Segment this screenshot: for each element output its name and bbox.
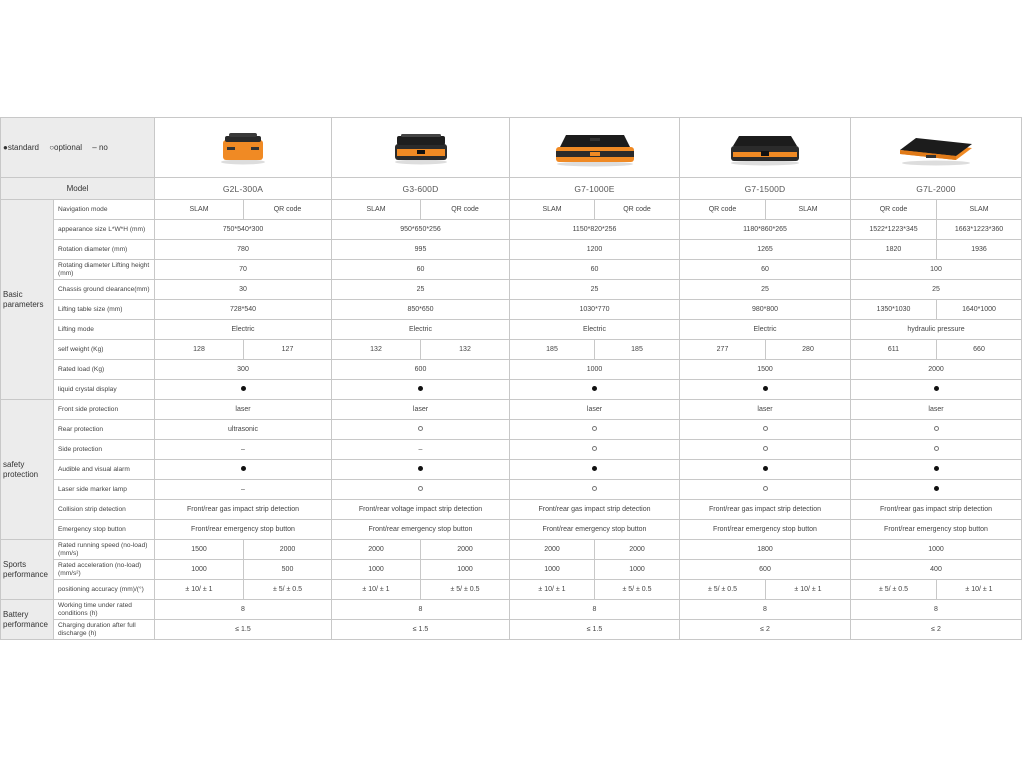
optional-icon — [680, 440, 851, 460]
g7-1500d-image-cell — [680, 118, 851, 178]
g7-1500d-robot-image — [725, 130, 805, 166]
table-cell: ± 10/ ± 1 — [937, 580, 1022, 600]
table-cell: SLAM — [766, 200, 851, 220]
table-cell: laser — [155, 400, 332, 420]
category-basic: Basic parameters — [1, 200, 54, 400]
g2l-300a-image-cell — [155, 118, 332, 178]
legend-no: – no — [92, 142, 108, 152]
table-cell: 280 — [766, 340, 851, 360]
model-name: G7-1500D — [680, 178, 851, 200]
table-cell: 1000 — [510, 360, 680, 380]
model-label: Model — [1, 178, 155, 200]
g7l-2000-robot-image — [896, 130, 976, 166]
table-cell: 1150*820*256 — [510, 220, 680, 240]
param-label: Rotation diameter (mm) — [54, 240, 155, 260]
table-cell: 300 — [155, 360, 332, 380]
param-label: Front side protection — [54, 400, 155, 420]
table-row — [1, 620, 1022, 640]
param-label: Rear protection — [54, 420, 155, 440]
table-cell: 1000 — [421, 560, 510, 580]
param-label: self weight (Kg) — [54, 340, 155, 360]
table-cell: QR code — [680, 200, 766, 220]
table-row — [1, 220, 1022, 240]
table-row — [1, 300, 1022, 320]
table-cell: QR code — [595, 200, 680, 220]
table-cell: Electric — [332, 320, 510, 340]
table-row — [1, 500, 1022, 520]
table-cell: 8 — [510, 600, 680, 620]
table-cell: hydraulic pressure — [851, 320, 1022, 340]
table-cell: ± 5/ ± 0.5 — [421, 580, 510, 600]
model-row — [1, 178, 1022, 200]
table-cell: Front/rear emergency stop button — [851, 520, 1022, 540]
standard-icon — [851, 380, 1022, 400]
table-cell: 2000 — [332, 540, 421, 560]
table-row — [1, 320, 1022, 340]
table-row — [1, 540, 1022, 560]
table-cell: 1000 — [595, 560, 680, 580]
standard-icon — [680, 460, 851, 480]
table-cell: SLAM — [510, 200, 595, 220]
table-row — [1, 560, 1022, 580]
table-cell: Front/rear gas impact strip detection — [851, 500, 1022, 520]
optional-icon — [680, 420, 851, 440]
param-label: Lifting table size (mm) — [54, 300, 155, 320]
param-label: liquid crystal display — [54, 380, 155, 400]
table-row — [1, 260, 1022, 280]
table-cell: ± 10/ ± 1 — [155, 580, 244, 600]
table-cell: 500 — [244, 560, 332, 580]
param-label: Lifting mode — [54, 320, 155, 340]
table-cell: 70 — [155, 260, 332, 280]
optional-icon — [332, 480, 510, 500]
table-cell: 1000 — [510, 560, 595, 580]
table-cell: 1936 — [937, 240, 1022, 260]
table-cell: Front/rear gas impact strip detection — [680, 500, 851, 520]
param-label: appearance size L*W*H (mm) — [54, 220, 155, 240]
standard-icon — [332, 460, 510, 480]
table-cell: 8 — [851, 600, 1022, 620]
param-label: Audible and visual alarm — [54, 460, 155, 480]
table-cell: 25 — [851, 280, 1022, 300]
category-sports: Sports performance — [1, 540, 54, 600]
table-cell: 100 — [851, 260, 1022, 280]
spec-table — [0, 117, 1022, 640]
param-label: Emergency stop button — [54, 520, 155, 540]
table-cell: 950*650*256 — [332, 220, 510, 240]
table-cell: 660 — [937, 340, 1022, 360]
param-label: Side protection — [54, 440, 155, 460]
table-cell: 8 — [155, 600, 332, 620]
table-cell: 185 — [510, 340, 595, 360]
table-cell: ≤ 2 — [851, 620, 1022, 640]
table-cell: 1800 — [680, 540, 851, 560]
table-cell: laser — [510, 400, 680, 420]
category-safety: safety protection — [1, 400, 54, 540]
optional-icon — [510, 420, 680, 440]
table-cell: 1030*770 — [510, 300, 680, 320]
param-label: positioning accuracy (mm)/(°) — [54, 580, 155, 600]
param-label: Navigation mode — [54, 200, 155, 220]
table-cell: 277 — [680, 340, 766, 360]
table-cell: – — [155, 440, 332, 460]
table-cell: 850*650 — [332, 300, 510, 320]
param-label: Charging duration after full discharge (h) — [54, 620, 155, 640]
table-cell: – — [332, 440, 510, 460]
table-cell: Electric — [510, 320, 680, 340]
table-cell: Front/rear gas impact strip detection — [510, 500, 680, 520]
table-cell: QR code — [421, 200, 510, 220]
table-cell: Front/rear voltage impact strip detection — [332, 500, 510, 520]
standard-icon — [680, 380, 851, 400]
g7l-2000-image-cell — [851, 118, 1022, 178]
g2l-300a-robot-image — [215, 131, 271, 165]
table-cell: 2000 — [421, 540, 510, 560]
spec-sheet — [0, 117, 1022, 640]
table-cell: 127 — [244, 340, 332, 360]
table-row — [1, 340, 1022, 360]
g3-600d-robot-image — [389, 131, 453, 165]
table-cell: laser — [851, 400, 1022, 420]
g3-600d-image-cell — [332, 118, 510, 178]
table-cell: 1640*1000 — [937, 300, 1022, 320]
table-cell: 611 — [851, 340, 937, 360]
table-cell: 30 — [155, 280, 332, 300]
param-label: Chassis ground clearance(mm) — [54, 280, 155, 300]
table-cell: ≤ 2 — [680, 620, 851, 640]
table-cell: Front/rear gas impact strip detection — [155, 500, 332, 520]
standard-icon — [510, 460, 680, 480]
standard-icon — [510, 380, 680, 400]
table-cell: laser — [680, 400, 851, 420]
optional-icon — [680, 480, 851, 500]
table-cell: 750*540*300 — [155, 220, 332, 240]
legend-standard: ●standard — [3, 142, 39, 152]
table-cell: 1522*1223*345 — [851, 220, 937, 240]
table-cell: 60 — [332, 260, 510, 280]
table-row — [1, 280, 1022, 300]
table-cell: 1000 — [332, 560, 421, 580]
table-cell: Electric — [155, 320, 332, 340]
table-cell: 185 — [595, 340, 680, 360]
table-cell: Front/rear emergency stop button — [510, 520, 680, 540]
table-cell: 1000 — [155, 560, 244, 580]
table-cell: 1820 — [851, 240, 937, 260]
table-cell: 600 — [332, 360, 510, 380]
table-row — [1, 480, 1022, 500]
table-row — [1, 200, 1022, 220]
table-cell: ± 10/ ± 1 — [766, 580, 851, 600]
optional-icon — [510, 440, 680, 460]
table-cell: 780 — [155, 240, 332, 260]
table-cell: 1500 — [155, 540, 244, 560]
param-label: Rotating diameter Lifting height (mm) — [54, 260, 155, 280]
table-cell: 1200 — [510, 240, 680, 260]
table-row — [1, 400, 1022, 420]
legend-optional: ○optional — [49, 142, 83, 152]
table-cell: 60 — [680, 260, 851, 280]
table-cell: ± 10/ ± 1 — [332, 580, 421, 600]
table-row — [1, 460, 1022, 480]
standard-icon — [155, 380, 332, 400]
optional-icon — [851, 440, 1022, 460]
param-label: Rated running speed (no-load) (mm/s) — [54, 540, 155, 560]
category-battery: Battery performance — [1, 600, 54, 640]
image-row — [1, 118, 1022, 178]
table-cell: 1180*860*265 — [680, 220, 851, 240]
param-label: Collision strip detection — [54, 500, 155, 520]
table-row — [1, 380, 1022, 400]
optional-icon — [510, 480, 680, 500]
param-label: Rated acceleration (no-load) (mm/s²) — [54, 560, 155, 580]
table-cell: ≤ 1.5 — [155, 620, 332, 640]
table-cell: Front/rear emergency stop button — [155, 520, 332, 540]
param-label: Working time under rated conditions (h) — [54, 600, 155, 620]
table-cell: ≤ 1.5 — [332, 620, 510, 640]
model-name: G7L-2000 — [851, 178, 1022, 200]
table-row — [1, 360, 1022, 380]
table-row — [1, 600, 1022, 620]
g7-1000e-image-cell — [510, 118, 680, 178]
table-cell: SLAM — [155, 200, 244, 220]
table-cell: SLAM — [937, 200, 1022, 220]
table-cell: 25 — [510, 280, 680, 300]
table-cell: 2000 — [595, 540, 680, 560]
standard-icon — [155, 460, 332, 480]
table-row — [1, 440, 1022, 460]
table-cell: Electric — [680, 320, 851, 340]
table-cell: ± 10/ ± 1 — [510, 580, 595, 600]
param-label: Laser side marker lamp — [54, 480, 155, 500]
table-row — [1, 520, 1022, 540]
table-cell: 980*800 — [680, 300, 851, 320]
table-cell: QR code — [244, 200, 332, 220]
table-cell: QR code — [851, 200, 937, 220]
table-row — [1, 580, 1022, 600]
table-cell: Front/rear emergency stop button — [332, 520, 510, 540]
table-cell: 1265 — [680, 240, 851, 260]
table-cell: ± 5/ ± 0.5 — [595, 580, 680, 600]
legend-cell — [1, 118, 155, 178]
table-cell: 8 — [680, 600, 851, 620]
table-cell: 400 — [851, 560, 1022, 580]
table-row — [1, 240, 1022, 260]
table-cell: 25 — [680, 280, 851, 300]
table-cell: 1500 — [680, 360, 851, 380]
table-cell: SLAM — [332, 200, 421, 220]
g7-1000e-robot-image — [550, 129, 640, 167]
table-cell: 600 — [680, 560, 851, 580]
table-cell: 995 — [332, 240, 510, 260]
standard-icon — [851, 480, 1022, 500]
table-cell: ultrasonic — [155, 420, 332, 440]
optional-icon — [851, 420, 1022, 440]
table-cell: 1663*1223*360 — [937, 220, 1022, 240]
table-cell: 2000 — [851, 360, 1022, 380]
table-cell: 2000 — [244, 540, 332, 560]
table-cell: ± 5/ ± 0.5 — [244, 580, 332, 600]
table-cell: 60 — [510, 260, 680, 280]
table-cell: 25 — [332, 280, 510, 300]
model-name: G3-600D — [332, 178, 510, 200]
table-cell: 1000 — [851, 540, 1022, 560]
standard-icon — [332, 380, 510, 400]
table-cell: ± 5/ ± 0.5 — [680, 580, 766, 600]
table-cell: 8 — [332, 600, 510, 620]
table-cell: ≤ 1.5 — [510, 620, 680, 640]
model-name: G2L-300A — [155, 178, 332, 200]
standard-icon — [851, 460, 1022, 480]
param-label: Rated load (Kg) — [54, 360, 155, 380]
table-cell: 132 — [332, 340, 421, 360]
optional-icon — [332, 420, 510, 440]
table-cell: 1350*1030 — [851, 300, 937, 320]
table-cell: 132 — [421, 340, 510, 360]
table-cell: laser — [332, 400, 510, 420]
table-cell: 728*540 — [155, 300, 332, 320]
table-cell: Front/rear emergency stop button — [680, 520, 851, 540]
model-name: G7-1000E — [510, 178, 680, 200]
table-cell: 2000 — [510, 540, 595, 560]
table-row — [1, 420, 1022, 440]
table-cell: – — [155, 480, 332, 500]
table-cell: 128 — [155, 340, 244, 360]
table-cell: ± 5/ ± 0.5 — [851, 580, 937, 600]
